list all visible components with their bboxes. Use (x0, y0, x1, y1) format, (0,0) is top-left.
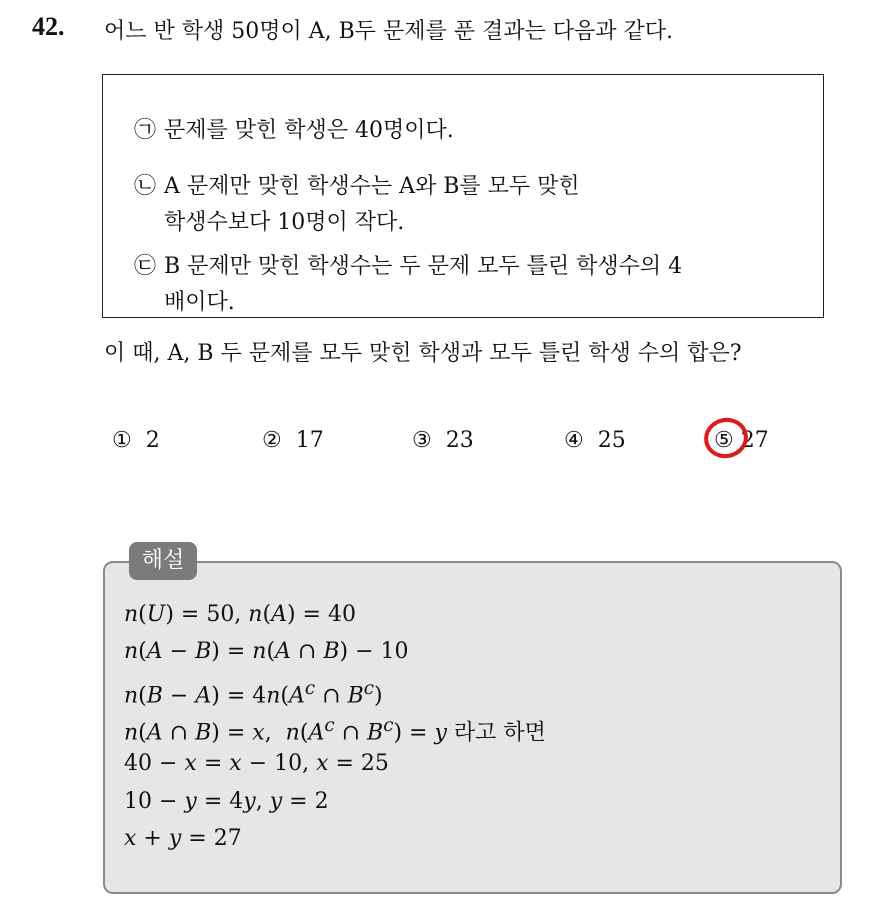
condition-mark: ㉡ (134, 174, 157, 199)
choice-mark: ① (112, 428, 132, 453)
choice-value: 23 (445, 428, 474, 453)
question-text: 어느 반 학생 50명이 A, B두 문제를 푼 결과는 다음과 같다. (104, 19, 674, 44)
condition-2 (134, 172, 580, 238)
condition-text-cont: 배이다. (164, 290, 235, 315)
condition-text: 문제를 맞힌 학생은 40명이다. (164, 118, 454, 143)
solution-line-4: n(A ∩ B) = x, $n(A^c$ ∩ $B^c) = y$ 라고 하면 (124, 715, 546, 746)
solution-line-7: x + y = 27 (124, 826, 242, 851)
condition-text-cont: 학생수보다 10명이 작다. (164, 210, 405, 235)
question-prompt: 이 때, A, B 두 문제를 모두 맞힌 학생과 모두 틀린 학생 수의 합은? (104, 341, 742, 366)
choice-value: 17 (295, 428, 324, 453)
choice-2[interactable] (262, 428, 324, 453)
choice-mark: ③ (412, 428, 432, 453)
solution-label: 해설 (129, 542, 197, 580)
selected-answer-circle (700, 414, 751, 462)
question-number: 42. (32, 12, 65, 41)
condition-1 (134, 116, 454, 146)
solution-line-6: 10 − y = 4y, y = 2 (124, 789, 329, 814)
choice-4[interactable] (564, 428, 626, 453)
condition-text: A 문제만 맞힌 학생수는 A와 B를 모두 맞힌 (164, 174, 580, 199)
solution-line-1: n(U) = 50, n(A) = 40 (124, 602, 356, 627)
choice-value: 2 (145, 428, 160, 453)
choice-3[interactable] (412, 428, 474, 453)
condition-mark: ㉢ (134, 254, 157, 279)
choice-1[interactable] (112, 428, 160, 453)
choice-mark: ② (262, 428, 282, 453)
solution-line-5: 40 − x = x − 10, x = 25 (124, 751, 389, 776)
condition-mark: ㉠ (134, 118, 157, 143)
condition-3 (134, 252, 682, 318)
choice-mark: ④ (564, 428, 584, 453)
solution-line-3: $n(B - A) = 4n(A^c$ ∩ $B^c$) (124, 678, 383, 709)
solution-line-2: n(A − B) = n(A ∩ B) − 10 (124, 639, 409, 664)
choice-value: 27 (740, 428, 769, 453)
choice-mark: ⑤ (714, 428, 734, 453)
condition-text: B 문제만 맞힌 학생수는 두 문제 모두 틀린 학생수의 4 (164, 254, 683, 279)
choice-value: 25 (597, 428, 626, 453)
